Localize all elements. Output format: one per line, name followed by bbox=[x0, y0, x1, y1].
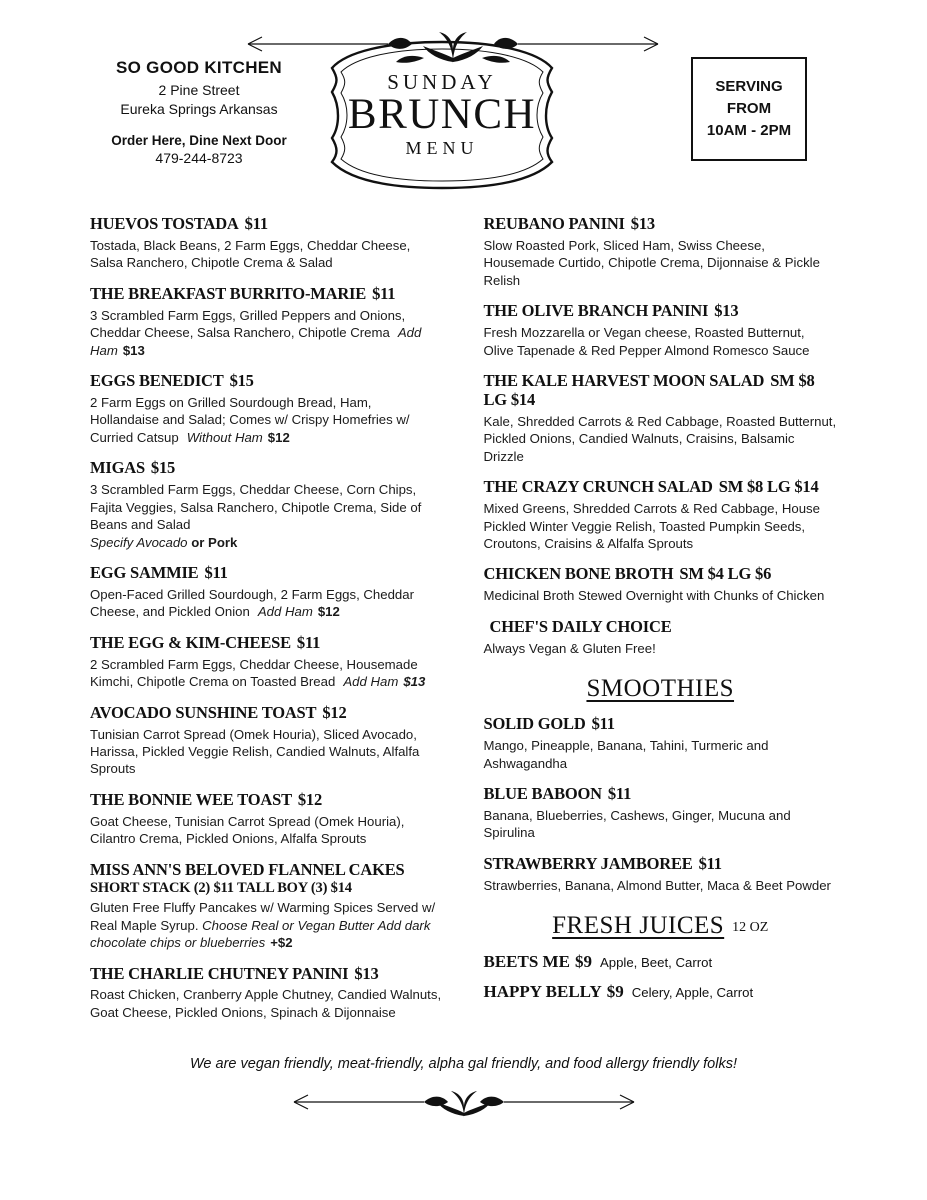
item-description: Mixed Greens, Shredded Carrots & Red Cabbage, House Pickled Winter Veggie Relish, Toasted Pumpkin Seeds, Croutons, Craisins & Alfalfa Sprouts bbox=[483, 501, 820, 552]
serving-line-2: FROM bbox=[726, 100, 772, 118]
item-name: THE BREAKFAST BURRITO-MARIE bbox=[90, 283, 367, 303]
item-name: BEETS ME bbox=[483, 952, 570, 972]
item-name: THE CHARLIE CHUTNEY PANINI bbox=[90, 963, 349, 983]
item-price: $11 bbox=[244, 214, 268, 233]
juices-size: 12 OZ bbox=[732, 920, 769, 936]
item-description: 3 Scrambled Farm Eggs, Grilled Peppers and Onions, Cheddar Cheese, Salsa Ranchero, Chipotle Crema bbox=[90, 307, 406, 341]
item-addon-price: +$2 bbox=[270, 935, 293, 951]
menu-item bbox=[90, 704, 444, 778]
smoothies-heading: SMOOTHIES bbox=[586, 675, 735, 703]
menu-item bbox=[90, 564, 444, 621]
item-name: CHEF'S DAILY CHOICE bbox=[489, 616, 672, 636]
item-addon: Without Ham bbox=[186, 429, 263, 445]
menu-item bbox=[484, 618, 838, 657]
item-subtitle: SHORT STACK (2) $11 TALL BOY (3) $14 bbox=[90, 879, 352, 896]
item-description: 3 Scrambled Farm Eggs, Cheddar Cheese, Corn Chips, Fajita Veggies, Salsa Ranchero, Chipotle Crema, Side of Beans and Salad bbox=[90, 482, 422, 533]
item-addon: Add Ham bbox=[90, 325, 422, 358]
item-price: $11 bbox=[698, 853, 722, 873]
menu-item bbox=[90, 861, 444, 952]
item-name: THE KALE HARVEST MOON SALAD bbox=[483, 371, 765, 391]
menu-column-left bbox=[90, 215, 444, 1034]
item-price: $11 bbox=[607, 784, 632, 804]
item-description: Tunisian Carrot Spread (Omek Houria), Sliced Avocado, Harissa, Pickled Veggie Relish, Candied Walnuts, Alfalfa Sprouts bbox=[90, 726, 420, 777]
item-name: EGGS BENEDICT bbox=[90, 371, 224, 391]
item-price: $13 bbox=[354, 963, 379, 983]
item-description: Goat Cheese, Tunisian Carrot Spread (Omek Houria), Cilantro Crema, Pickled Onions, Alfalfa Sprouts bbox=[90, 813, 405, 847]
item-name: MIGAS bbox=[90, 458, 145, 478]
item-description: Roast Chicken, Cranberry Apple Chutney, Candied Walnuts, Goat Cheese, Pickled Onions, Spinach & Dijonnaise bbox=[90, 987, 442, 1020]
item-name: THE EGG & KIM-CHEESE bbox=[90, 632, 291, 652]
item-description: Medicinal Broth Stewed Overnight with Chunks of Chicken bbox=[483, 588, 825, 604]
item-price: $11 bbox=[591, 714, 615, 734]
item-price: $13 bbox=[630, 214, 655, 233]
menu-item bbox=[484, 372, 838, 465]
menu-item bbox=[484, 565, 838, 604]
item-name: THE BONNIE WEE TOAST bbox=[90, 789, 292, 809]
item-description: Tostada, Black Beans, 2 Farm Eggs, Cheddar Cheese, Salsa Ranchero, Chipotle Crema & Salad bbox=[90, 237, 411, 271]
item-price: $9 bbox=[606, 982, 624, 1002]
item-price: $11 bbox=[372, 283, 396, 303]
smoothie-item bbox=[484, 785, 838, 842]
address-line-2: Eureka Springs Arkansas bbox=[120, 100, 278, 117]
menu-item bbox=[90, 372, 444, 446]
item-name: HUEVOS TOSTADA bbox=[90, 214, 239, 233]
item-price: $15 bbox=[229, 371, 254, 391]
brunch-emblem bbox=[316, 38, 568, 190]
item-name: SOLID GOLD bbox=[483, 714, 586, 734]
emblem-brunch-text: BRUNCH bbox=[347, 90, 537, 138]
item-name: AVOCADO SUNSHINE TOAST bbox=[90, 702, 317, 722]
address-line-1: 2 Pine Street bbox=[158, 82, 240, 98]
item-price: $12 bbox=[297, 789, 323, 809]
item-note-bold: or Pork bbox=[191, 534, 238, 550]
item-name: MISS ANN'S BELOVED FLANNEL CAKES bbox=[90, 859, 405, 879]
item-name: THE OLIVE BRANCH PANINI bbox=[483, 301, 709, 321]
menu-item bbox=[484, 478, 838, 552]
item-name: BLUE BABOON bbox=[483, 784, 602, 804]
item-addon: Add Ham bbox=[257, 604, 313, 620]
menu-item bbox=[90, 634, 444, 691]
menu-item bbox=[90, 459, 444, 551]
item-description: Gluten Free Fluffy Pancakes w/ Warming Spices Served w/ Real Maple Syrup. bbox=[90, 900, 436, 933]
menu-columns bbox=[48, 215, 879, 1034]
juices-heading-text: FRESH JUICES bbox=[552, 912, 725, 940]
menu-item bbox=[484, 215, 838, 289]
menu-item bbox=[484, 302, 838, 359]
item-addon: Add Ham bbox=[343, 674, 399, 690]
item-description: Celery, Apple, Carrot bbox=[631, 985, 754, 1001]
item-addon-price: $13 bbox=[122, 342, 145, 358]
item-price: $9 bbox=[574, 952, 592, 972]
item-description: 2 Farm Eggs on Grilled Sourdough Bread, Ham, Hollandaise and Salad; Comes w/ Crispy Homefries w/ Curried Catsup bbox=[90, 395, 410, 445]
menu-column-right bbox=[484, 215, 838, 1034]
restaurant-info bbox=[74, 58, 324, 166]
bottom-flourish-ornament bbox=[274, 1082, 654, 1122]
item-price: SM $8 LG $14 bbox=[483, 371, 815, 410]
juices-heading bbox=[484, 912, 838, 940]
item-description: Banana, Blueberries, Cashews, Ginger, Mucuna and Spirulina bbox=[483, 808, 791, 841]
item-note-2: Add dark chocolate chips or blueberries bbox=[90, 917, 431, 951]
item-addon-price: $12 bbox=[267, 429, 290, 445]
item-addon-price: $12 bbox=[317, 604, 340, 620]
item-price: $11 bbox=[296, 632, 321, 652]
item-name: EGG SAMMIE bbox=[90, 562, 199, 582]
emblem-sunday-text: SUNDAY bbox=[387, 69, 497, 94]
juice-item bbox=[484, 952, 838, 972]
juice-item bbox=[484, 982, 838, 1002]
menu-item bbox=[90, 215, 444, 272]
menu-item bbox=[90, 285, 444, 359]
footer-note: We are vegan friendly, meat-friendly, alpha gal friendly, and food allergy friendly folks! bbox=[190, 1056, 737, 1073]
menu-item bbox=[90, 791, 444, 848]
order-here-note: Order Here, Dine Next Door bbox=[111, 132, 287, 148]
item-note: Specify Avocado bbox=[90, 534, 188, 550]
item-name: STRAWBERRY JAMBOREE bbox=[483, 853, 693, 873]
item-price: $15 bbox=[150, 458, 176, 478]
smoothie-item bbox=[484, 855, 838, 894]
item-description: Slow Roasted Pork, Sliced Ham, Swiss Cheese, Housemade Curtido, Chipotle Crema, Dijonnaise & Pickle Relish bbox=[483, 237, 820, 288]
item-name: HAPPY BELLY bbox=[483, 982, 602, 1002]
item-name: REUBANO PANINI bbox=[483, 214, 625, 233]
smoothie-item bbox=[484, 715, 838, 772]
item-name: CHICKEN BONE BROTH bbox=[483, 564, 674, 584]
item-price: $13 bbox=[714, 301, 739, 321]
item-price: $12 bbox=[322, 702, 347, 722]
menu-header bbox=[48, 0, 879, 215]
item-description: Always Vegan & Gluten Free! bbox=[483, 640, 656, 656]
item-description: Fresh Mozzarella or Vegan cheese, Roasted Butternut, Olive Tapenade & Red Pepper Almond Romesco Sauce bbox=[483, 325, 810, 358]
item-description: Open-Faced Grilled Sourdough, 2 Farm Eggs, Cheddar Cheese, and Pickled Onion bbox=[90, 586, 414, 620]
item-description: Mango, Pineapple, Banana, Tahini, Turmeric and Ashwagandha bbox=[483, 738, 769, 771]
item-description: Apple, Beet, Carrot bbox=[599, 955, 713, 971]
item-price: SM $8 LG $14 bbox=[718, 477, 819, 497]
item-price: SM $4 LG $6 bbox=[679, 564, 772, 584]
item-addon-price: $13 bbox=[403, 674, 426, 690]
menu-item bbox=[90, 965, 444, 1022]
phone-number: 479-244-8723 bbox=[155, 149, 243, 166]
restaurant-name: SO GOOD KITCHEN bbox=[115, 58, 282, 77]
item-description: 2 Scrambled Farm Eggs, Cheddar Cheese, Housemade Kimchi, Chipotle Crema on Toasted Bread bbox=[90, 656, 418, 690]
item-description: Kale, Shredded Carrots & Red Cabbage, Roasted Butternut, Pickled Onions, Candied Walnuts, Craisins, Balsamic Drizzle bbox=[483, 413, 837, 464]
serving-hours-box bbox=[691, 57, 807, 161]
serving-line-1: SERVING bbox=[715, 78, 783, 96]
item-name: THE CRAZY CRUNCH SALAD bbox=[483, 477, 713, 497]
item-description: Strawberries, Banana, Almond Butter, Maca & Beet Powder bbox=[483, 877, 831, 893]
item-price: $11 bbox=[204, 562, 228, 582]
serving-line-3: 10AM - 2PM bbox=[706, 121, 792, 139]
item-note: Choose Real or Vegan Butter bbox=[202, 917, 374, 933]
emblem-menu-text: MENU bbox=[405, 137, 479, 158]
